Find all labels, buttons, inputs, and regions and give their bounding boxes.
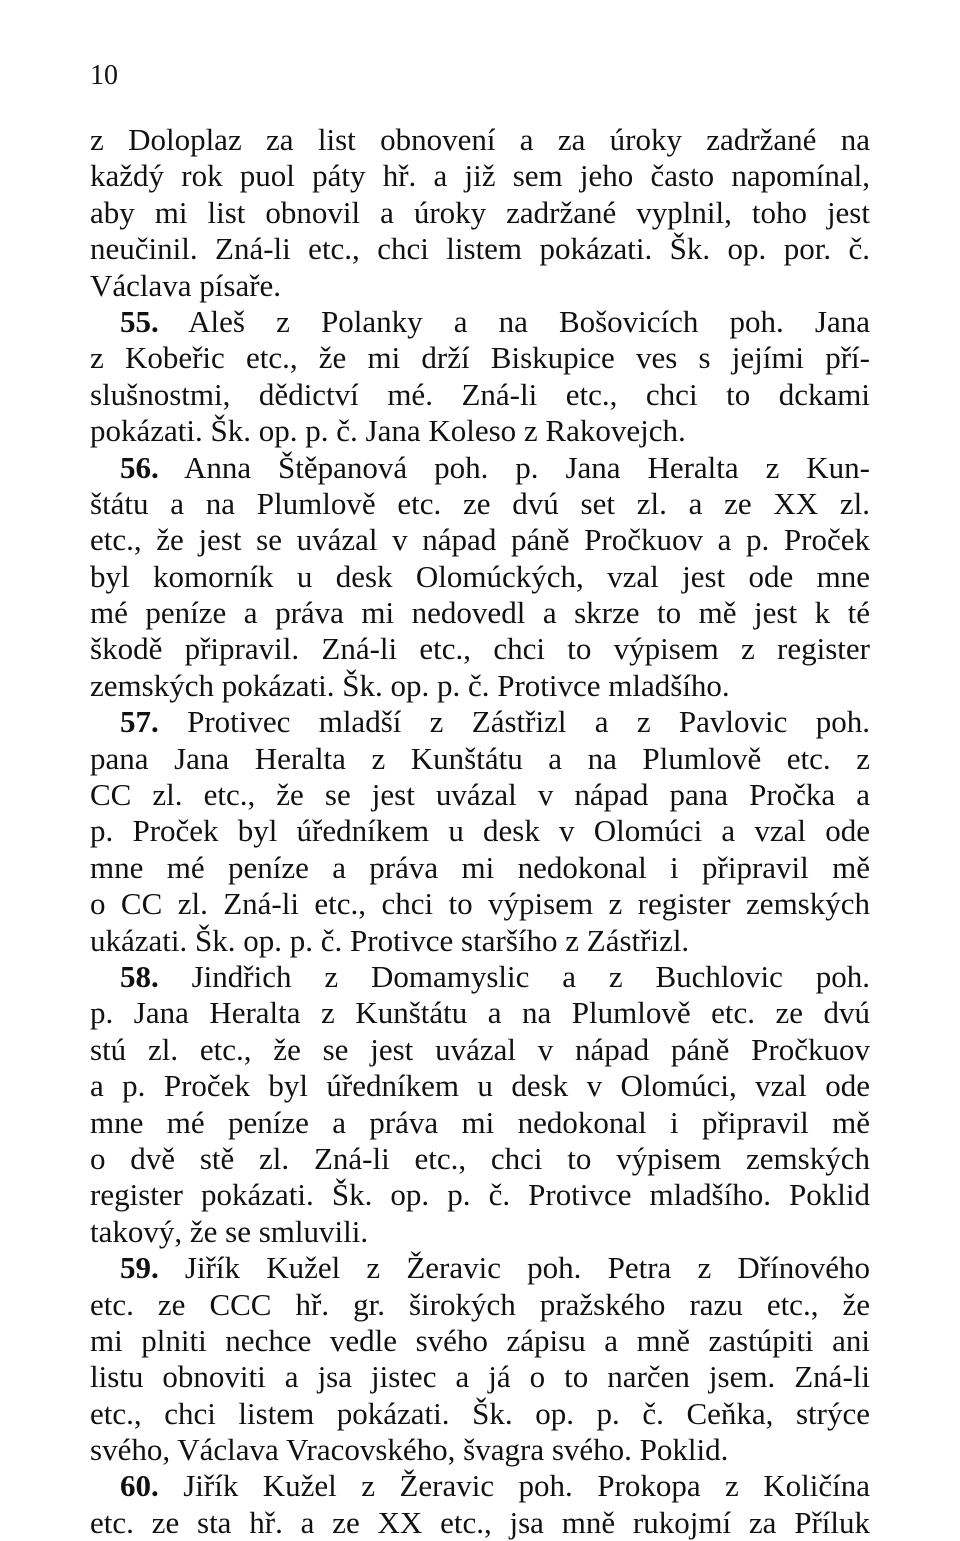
text-line: Václava písaře. [90,267,282,303]
entry-57 [90,704,870,959]
page-number: 10 [90,60,118,91]
text-line: CC zl. etc., že se jest uvázal v nápad pana Pročka a [90,777,870,813]
text-line: register pokázati. Šk. op. p. č. Protivce mladšího. Poklid [90,1177,870,1213]
entry-56 [90,450,870,705]
entry-first-line-text: Aleš z Polanky a na Bošovicích poh. Jana [158,303,870,339]
entry-number: 57. [120,704,159,740]
entry-first-line-text: Protivec mladší z Zástřizl a z Pavlovic poh. [158,704,870,740]
entry-first-line-text: Anna Štěpanová poh. p. Jana Heralta z Kun- [158,449,870,485]
entry-number: 59. [120,1250,159,1286]
text-line: zemských pokázati. Šk. op. p. č. Protivce mladšího. [90,667,730,703]
text-line: škodě připravil. Zná-li etc., chci to výpisem z register [90,631,870,667]
text-line: a p. Proček byl úředníkem u desk v Olomúci, vzal ode [90,1068,870,1104]
text-line: z Kobeřic etc., že mi drží Biskupice ves s jejími pří- [90,340,870,376]
text-line: listu obnoviti a jsa jistec a já o to narčen jsem. Zná-li [90,1359,870,1395]
body-text [90,122,870,1541]
entry-first-line [90,704,870,740]
entry-continuation [90,122,870,304]
entry-number: 60. [120,1468,159,1504]
text-line: etc., že jest se uvázal v nápad páně Pročkuov a p. Proček [90,522,870,558]
text-line: z Doloplaz za list obnovení a za úroky zadržané na [90,122,870,157]
text-line: o CC zl. Zná-li etc., chci to výpisem z register zemských [90,886,870,922]
text-line: etc. ze CCC hř. gr. širokých pražského razu etc., že [90,1286,870,1322]
text-line: stú zl. etc., že se jest uvázal v nápad páně Pročkuov [90,1031,870,1067]
entry-first-line [90,450,870,486]
entry-first-line [90,1468,870,1504]
text-line: mi plniti nechce vedle svého zápisu a mně zastúpiti ani [90,1322,870,1358]
text-line: slušnostmi, dědictví mé. Zná-li etc., chci to dckami [90,376,870,412]
text-line: neučinil. Zná-li etc., chci listem pokázati. Šk. op. por. č. [90,231,870,267]
text-line: pokázati. Šk. op. p. č. Jana Koleso z Rakovejch. [90,413,686,449]
text-line: p. Jana Heralta z Kunštátu a na Plumlově etc. ze dvú [90,995,870,1031]
entry-55 [90,304,870,450]
text-line: aby mi list obnovil a úroky zadržané vyplnil, toho jest [90,194,870,230]
entry-first-line [90,304,870,340]
text-line: štátu a na Plumlově etc. ze dvú set zl. a ze XX zl. [90,485,870,521]
entry-first-line [90,959,870,995]
entry-first-line-text: Jindřich z Domamyslic a z Buchlovic poh. [158,958,870,994]
entry-number: 56. [120,449,159,485]
text-line: mne mé peníze a práva mi nedokonal i připravil mě [90,849,870,885]
text-line: etc. ze sta hř. a ze XX etc., jsa mně rukojmí za Příluk [90,1504,870,1540]
text-line: každý rok puol páty hř. a již sem jeho často napomínal, [90,158,870,194]
entry-58 [90,959,870,1250]
entry-59 [90,1250,870,1468]
text-line: svého, Václava Vracovského, švagra svého. Poklid. [90,1432,729,1468]
text-line: mé peníze a práva mi nedovedl a skrze to mě jest k té [90,595,870,631]
entry-60 [90,1468,870,1541]
entry-number: 58. [120,958,159,994]
text-line: p. Proček byl úředníkem u desk v Olomúci a vzal ode [90,813,870,849]
entry-first-line [90,1250,870,1286]
text-line: ukázati. Šk. op. p. č. Protivce staršího z Zástřizl. [90,922,690,958]
text-line: takový, že se smluvili. [90,1213,369,1249]
text-line: o dvě stě zl. Zná-li etc., chci to výpisem zemských [90,1140,870,1176]
text-line: byl komorník u desk Olomúckých, vzal jest ode mne [90,558,870,594]
text-line: pana Jana Heralta z Kunštátu a na Plumlově etc. z [90,740,870,776]
text-line: etc., chci listem pokázati. Šk. op. p. č. Ceňka, strýce [90,1395,870,1431]
entry-first-line-text: Jiřík Kužel z Žeravic poh. Petra z Dřínového [158,1250,870,1286]
entry-first-line-text: Jiřík Kužel z Žeravic poh. Prokopa z Količína [158,1468,870,1504]
entry-number: 55. [120,303,159,339]
text-line: mne mé peníze a práva mi nedokonal i připravil mě [90,1104,870,1140]
